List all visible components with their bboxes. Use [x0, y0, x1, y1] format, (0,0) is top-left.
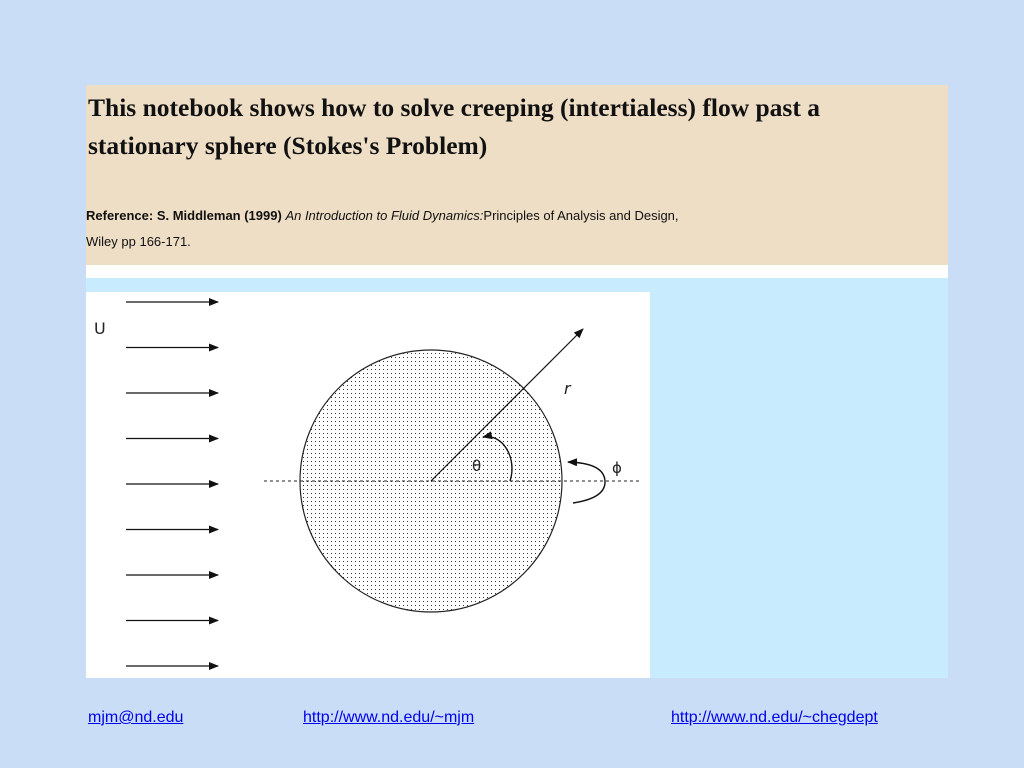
personal-homepage-link[interactable]: http://www.nd.edu/~mjm	[303, 709, 475, 726]
notebook-header	[86, 85, 948, 265]
phi-label: ϕ	[612, 459, 622, 477]
uniform-flow-arrows	[126, 302, 218, 666]
reference-publisher: Wiley pp 166-171.	[86, 234, 191, 249]
theta-label: θ	[472, 457, 482, 475]
reference-label: Reference:	[86, 208, 154, 223]
phi-angle-arc	[568, 462, 605, 503]
velocity-label: U	[94, 319, 106, 338]
reference-author: S. Middleman (1999)	[156, 208, 282, 223]
title-line-1: This notebook shows how to solve creeping (intertialess) flow past a	[88, 93, 820, 122]
notebook-title	[88, 89, 968, 165]
reference-citation	[86, 203, 946, 255]
header-divider	[86, 265, 948, 278]
reference-subtitle: Principles of Analysis and Design,	[483, 208, 679, 223]
stokes-flow-diagram	[86, 292, 650, 678]
radius-label: r	[564, 379, 571, 398]
reference-book-title: An Introduction to Fluid Dynamics:	[285, 208, 484, 223]
department-homepage-link[interactable]: http://www.nd.edu/~chegdept	[671, 709, 878, 726]
email-link[interactable]: mjm@nd.edu	[88, 709, 184, 726]
title-line-2: stationary sphere (Stokes's Problem)	[88, 131, 488, 160]
